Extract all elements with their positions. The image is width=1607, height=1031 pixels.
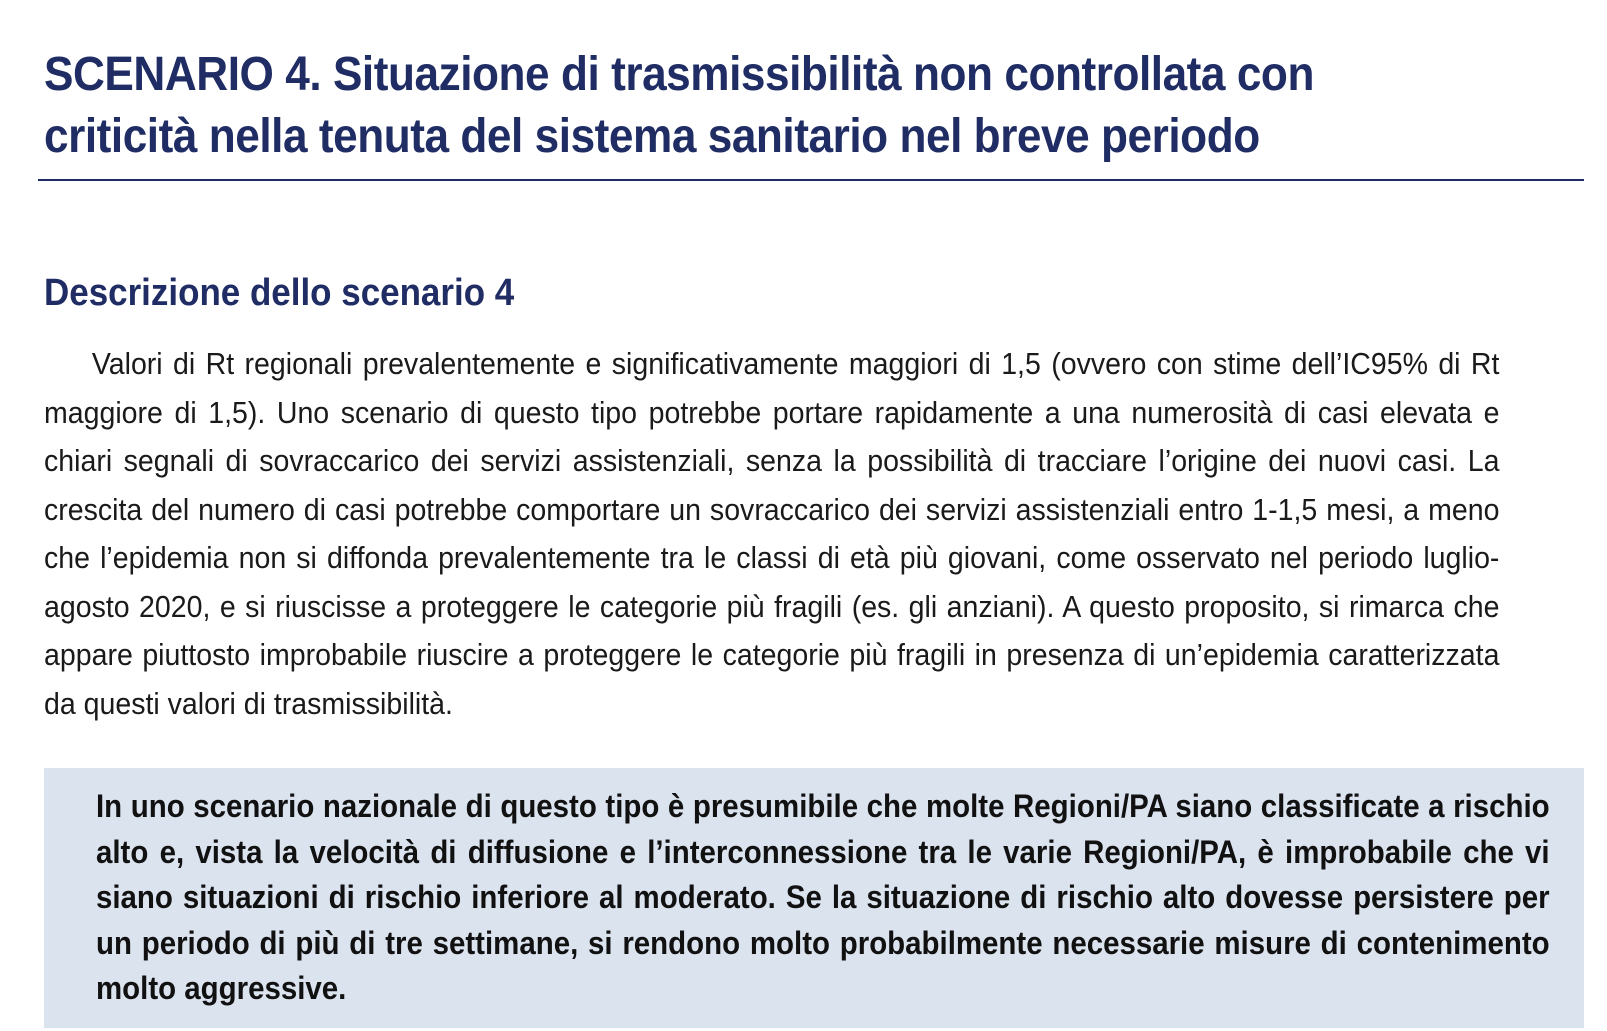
page-title: SCENARIO 4. Situazione di trasmissibilità non controllata con criticità nella tenuta del sistema sanitario nel breve periodo <box>44 48 1314 163</box>
scenario-description-paragraph: Valori di Rt regionali prevalentemente e significativamente maggiori di 1,5 (ovvero con stime dell’IC95% di Rt maggiore di 1,5). Uno scenario di questo tipo potrebbe portare rapidamente a una numerosità di casi elevata e chiari segnali di sovraccarico dei servizi assistenziali, senza la possibilità di tracciare l’origine dei nuovi casi. La crescita del numero di casi potrebbe comportare un sovraccarico dei servizi assistenziali entro 1-1,5 mesi, a meno che l’epidemia non si diffonda prevalentemente tra le classi di età più giovani, come osservato nel periodo luglio-agosto 2020, e si riuscisse a proteggere le categorie più fragili (es. gli anziani). A questo proposito, si rimarca che appare piuttosto improbabile riuscire a proteggere le categorie più fragili in presenza di un’epidemia caratterizzata da questi valori di trasmissibilità. <box>44 346 1500 721</box>
section-heading: Descrizione dello scenario 4 <box>44 272 515 314</box>
highlight-box <box>44 768 1584 1028</box>
highlight-text: In uno scenario nazionale di questo tipo è presumibile che molte Regioni/PA siano classificate a rischio alto e, vista la velocità di diffusione e l’interconnessione tra le varie Regioni/PA, è improbabile che vi siano situazioni di rischio inferiore al moderato. Se la situazione di rischio alto dovesse persistere per un periodo di più di tre settimane, si rendono molto probabilmente necessarie misure di contenimento molto aggressive. <box>96 788 1550 1006</box>
title-divider <box>38 179 1584 181</box>
